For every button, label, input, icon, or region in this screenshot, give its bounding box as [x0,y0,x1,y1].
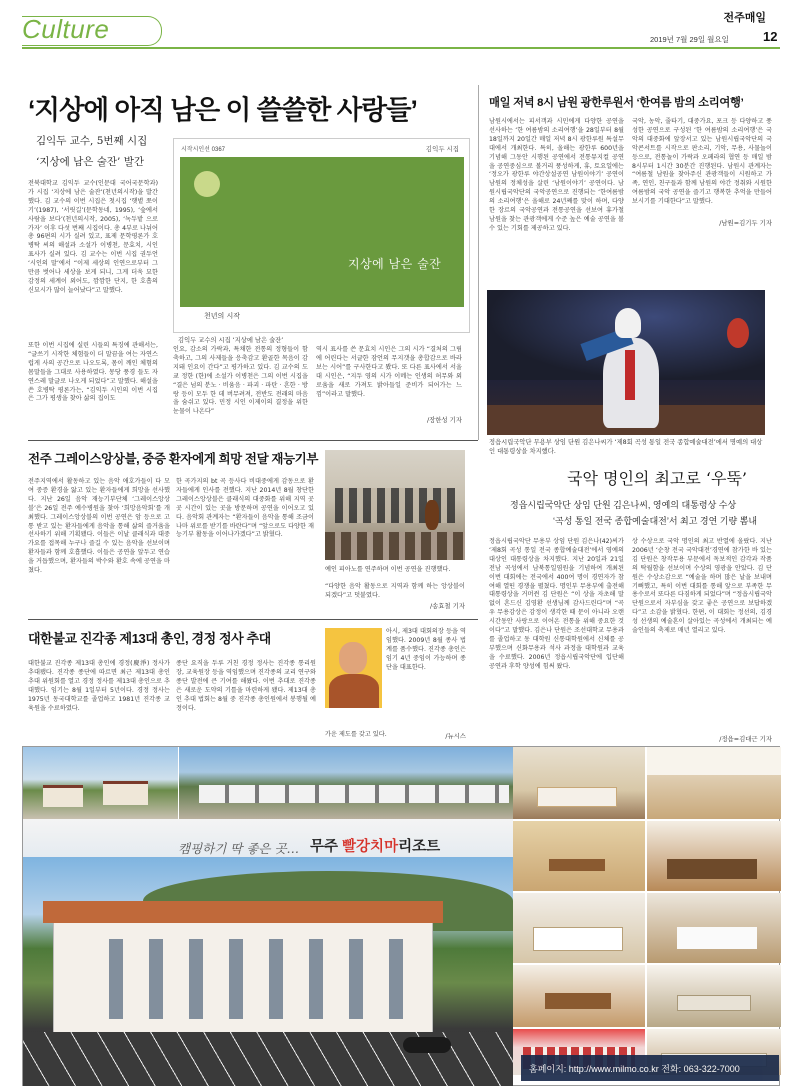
moon-emblem [194,171,220,197]
summer-headline: 매일 저녁 8시 남원 광한루원서 ‘한여름 밤의 소리여행’ [489,97,744,109]
ad-photo-cabin [647,821,781,891]
interior-bed-1 [537,787,617,807]
row-rule-1 [28,440,478,441]
dining-table [545,993,611,1009]
parked-car [403,1037,451,1053]
grace-byline: /송효철 기자 [429,602,465,610]
buddhist-body-col2: 종단 요직을 두루 거친 경정 정사는 진각종 통리원장, 교육원장 등을 역임했으며 진각종의 교리 연구와 종단 발전에 큰 기여를 해왔다. 이번 추대로 진각종은 새로운 도약의 기틀을 마련하게 됐다. 제13대 총인 추대 법회는 8월 중 진각종 총인원에서 봉행될 예정이다. [176,660,316,712]
section-title: Culture [22,14,110,44]
grace-headline: 전주 그레이스앙상블, 중증 환자에게 희망 전달 재능기부 [28,452,319,466]
page-number: 12 [763,29,778,44]
poetry-caption: 김익두 교수의 시집 ‘지상에 남은 술잔’ [178,337,284,344]
stage-flag [727,318,749,348]
ad-brand-red: 빨강치마 [342,839,399,855]
monk-portrait [325,628,382,708]
dancer-photo [487,290,765,435]
ad-contact-bar[interactable] [521,1055,779,1081]
interior-wall [647,747,781,775]
book-cover [173,138,470,333]
column-divider [478,85,479,440]
ad-photo-bedroom [513,893,645,963]
cello [425,500,439,530]
ad-photo-dining [513,965,645,1027]
masthead [0,0,786,52]
resort-ad[interactable] [22,746,780,1086]
poetry-body-col2: 인요, 감소의 가락과, 특채한 전통의 정형들이 함축하고, 그의 사제들을 응축감고 환골한 목음이 감지돼 인요이 간다”고 평가하고 있다. 김 교수의 도쿄 정한 (한)에 소설가 이병천은 그의 이번 시집을 “결은 넘의 분노 · 비움음 · 파괴 · 파탄 · 흔한 · 방랑 등이 모두 한 데 버무려져, 전반도 전래의 마음을 숨쉬고 있다. 민정 시인 이제이의 결정을 위한 눈물이 나온다” [173,346,308,416]
summer-byline: /남원=김기두 기자 [719,219,772,227]
tent-2 [103,781,148,805]
masthead-rule [22,47,780,49]
ensemble-audience [325,532,465,560]
dancer-sash [625,350,635,400]
poetry-byline: /장한성 기자 [426,416,462,424]
ensemble-photo [325,450,465,560]
poetry-body-col1: 전북대학교 김익두 교수(인문대 국어국문학과)가 시집 ‘지상에 남은 술잔’(천년의시작)을 발간했다. 김 교수의 이번 시집은 첫시집 ‘햇볕 쪼이기’(1987), ‘서릿길’(문학동네, 1995), ‘숲에서 사람을 보다’(천년의시작, 2005), ‘녹두밭 으로 가자’ 이후 다섯 번째 시집이다. 총 4부로 나뉘어 총 96편의 시가 실려 있고, 표제 문학평론가 호병탁 씨의 해설과 소설가 이병천, 문효치, 시인 표사가 실려 있다. 김 교수는 이번 시집 권두언 ‘시인의 말’에서 “이제 세상의 인연으로부터 그만큼 벗어나 세상을 보게 되니, 그게 더욱 묘한 감정의 세계이 외어도, 깜깜한 단지, 한 호흡의 신묘시가 많이 늘어났다”고 말했다. [28,180,158,294]
master-subhead-2: ‘곡성 통일 전국 종합예술대전’서 최고 경연 기량 뽐내 [553,516,758,526]
book-publisher-logo: 천년의 시작 [204,312,241,320]
buddhist-headline: 대한불교 진각종 제13대 총인, 경정 정사 추대 [28,631,271,646]
master-headline: 국악 명인의 최고로 ‘우뚝’ [567,469,747,488]
cabin-furniture [667,859,757,879]
ad-photo-room [647,893,781,963]
ad-slogan: 캠핑하기 딱 좋은 곳… [178,841,300,856]
buddhist-body-col3: 아시, 제3대 대회의장 등을 역임했다. 2009년 8월 종사 법계를 품수했다. 진각종 총인은 임기 4년 중임이 가능하며 종단을 대표한다. [386,628,466,671]
book-title: 지상에 남은 술잔 [348,257,442,271]
monk-face [339,642,367,674]
dancer-hood [615,308,641,338]
summer-body-col1: 남원시에서는 피서객과 시민에게 다양한 공연을 선사하는 ‘한 여름밤의 소리여행’을 28일부터 8월 18일까지 20일간 매일 저녁 8시 광한루원 특설무대에서 개최한다. 특히, 올해는 광한루 600년을 기념해 그동안 시행된 공연에서 전통뮤지컬 공연을 공연중심으로 볼거리 풍성하게, 휴, 토요일에는 ‘정오가 광한루 야간상설공연 남원이야기’ 공연이 남원의 정체성을 살린 ‘남원이야기’ 공연이다. 남원시립국악단의 국악공연으로 진행되는 ‘한여름밤의 소리여행’은 올해로 24년째를 맞이 하며, 다양한 장르의 국악공연과 전통공연을 선보여 휴가철 남원을 찾는 관광객에게 수준 높은 예술 공연을 볼 수 있는 기회를 제공하고 있다. [489,118,624,232]
poetry-body-col1b: 또한 이번 시집에 실린 시들의 특징에 관해서는, “글쓰기 시작한 체험들이 더 말끔을 여는 자연스럽게 사의 공간으로 나오도록, 몸이 깨인 체험의 몸말들을 그대로 사용하였다. 몽당 풍경 들도 자연스레 말글로 나오게 되었다”고 말했다. 해설을 쓴 호병탁 평론가는, “김익두 시인의 이번 시집은 그가 평생을 찾아 삶의 집이도 [28,342,158,403]
master-caption: 정읍시립국악단 무용부 상임 단원 김은나씨가 ‘제8회 곡성 통일 전국 종합예술대전’에서 명예의 대상인 대통령상을 차지했다. [489,439,763,455]
room-bed [677,927,757,949]
ad-brand [310,835,440,856]
patio-table [549,859,605,871]
resort-roof [43,901,443,923]
row-rule-2 [28,619,478,620]
poetry-headline: ‘지상에 아직 남은 이 쓸쓸한 사랑들’ [28,95,417,125]
caravan-row [199,785,509,803]
bed [533,927,623,951]
poetry-body-col3: 역시 표사를 쓴 문효치 시인은 그의 시가 “결처의 그림에 어린다는 서글한 잠언의 무지갯을 총합감으로 바라보는 시어”를 구사한다고 봤다. 또 다른 표사에서 서울대 시인은, “지두 영의 시가 이메는 인생의 허무와 외로움을 새로 가져도 밝아들일 준비가 되어가는 느낌”이라고 말했다. [316,346,462,398]
ad-photo-caravans [179,747,519,819]
grace-body-col3b: “다양한 음악 활동으로 지역과 함께 하는 앙상블이 되겠다”고 덧붙였다. [325,583,465,599]
issue-date: 2019년 7월 29일 월요일 [650,35,729,44]
ad-photo-living [647,965,781,1027]
buddhist-body-col2b: 가운 제도를 갖고 있다. [325,731,387,738]
poetry-subhead-1: 김익두 교수, 5번째 시집 [36,135,148,147]
poetry-subhead-2: ‘지상에 남은 술잔’ 발간 [36,156,144,168]
paper-name: 전주매일 [723,12,766,24]
ad-brand-prefix: 무주 [310,839,339,855]
buddhist-body-col1: 대한불교 진각종 제13대 총인에 경정(慶淨) 정사가 추대됐다. 진각종 종단에 따르면 최근 제13대 총인 추대 위원회를 열고 경정 정사를 제13대 총인으로 추대했다. 임기는 8월 1일부터 5년이다. 경정 정사는 1975년 동국대학교를 졸업하고 1981년 진각종 교육원을 수료하였다. [28,660,170,712]
master-subhead-1: 정읍시립국악단 상임 단원 김은나씨, 영예의 대통령상 수상 [510,500,737,510]
ad-contact: 홈페이지: http://www.milmo.co.kr 전화: 063-322-7000 [529,1064,740,1074]
living-sofa [677,995,751,1011]
ad-photo-patio [513,821,645,891]
master-byline: /정읍=김대근 기자 [719,735,772,743]
monk-robe [329,674,379,708]
ad-photo-campsite [23,747,178,819]
ad-brand-suffix: 리조트 [398,839,441,855]
master-body-col2: 상 수상으로 국악 명인의 최고 반열에 올랐다. 지난 2006년 ‘순창 전국 국악대전’경연에 참가한 바 있는 김 단원은 창작무용 부문에서 독보적인 감각과 작품의 탁월함을 선보이며 수상의 영광을 안았다. 김 단원은 수상소감으로 “예술을 하며 많은 날을 보내며 기뻐했고, 특히 이번 대회를 통해 앞으로 부족한 무용수로서 또다른 다짐하게 되었다”며 “정읍시립국악단원으로서 자부심을 갖고 좋은 공연으로 보답하겠다”고 소감을 밝혔다. 한편, 이 대회는 정선의, 김경성 선생의 예술혼이 살아있는 곡성에서 개최되는 예술인들의 축제로 매년 열리고 있다. [632,538,772,635]
book-series: 시작시인선 0367 [181,147,225,153]
master-body-col1: 정읍시립국악단 무용부 상임 단원 김은나(42)씨가 ‘제8회 곡성 통일 전국 종합예술대전’에서 영예의 대상인 대통령상을 차지했다. 지난 20일과 21일 전남 곡성에서 남북통일염원을 기념하여 개최된 이번 대회에는 전국에서 400여 명이 경연자가 참여해 열띤 경쟁을 펼쳤다. 명인부 무용부에 출전해 대통령상을 거머쥔 김 단원은 “이 상을 자초해 말 없이 흔드신 김영환 선생님께 감사드린다”며 “곡우 무용감상은 감정이 생각한 때 문이 아니라 오랜 시간동안 사랑으로 이어온 전통을 위해 중요한 것이다”고 말했다. 김은나 단원은 조선대학교 무용과를 졸업하고 동 대학원 신통대학원에서 신체를 공부했으며 신화무용과 석사 과정을 대학원과 교육을 수료했다. 2006년 정읍시립국악단에 입단해 공연과 후학 양성에 힘써 왔다. [489,538,624,670]
summer-body-col2: 국악, 농악, 줄타기, 대중가요, 포크 등 다양하고 풍성한 공연으로 구성된 ‘한 여름밤의 소리여행’은 국악의 대중화에 앞장서고 있는 남원시립국악단의 국악콘서트를 시작으로 판소리, 기악, 무용, 사물놀이 등으로, 전통놀이 가락과 오페라의 협연 등 매일 밤 8시부터 1시간 30분간 진행된다. 남원시 관계자는 “여름철 남원을 찾아주신 관광객들이 시원하고 가족, 연인, 친구들과 함께 남원의 야간 정취와 시원한 여름밤의 국악 공연을 즐기고 행복한 추억을 만들어 보시기를 기대한다”고 말했다. [632,118,772,206]
book-author: 김익두 시집 [425,146,459,153]
resort-windows [83,939,403,1019]
ad-photo-interior-1 [513,747,645,819]
book-cover-panel [180,157,464,307]
tent-1 [43,785,83,807]
ad-photo-resort [23,857,513,1086]
buddhist-byline: /뉴시스 [445,732,466,740]
grace-body-col1: 전주지역에서 활동하고 있는 음악 애호가들이 다 모여 중증 환경을 앓고 있는 환자들에게 희망을 선사했다. 지난 26일 음악 재능기부단체 ‘그레이스앙상블’은 26일 전주 예수병원을 찾아 ‘희망음악회’를 개최했다. 그레이스앙상블의 이번 공연은 암 등으로 고통 받고 있는 환자들에게 음악을 통해 삶의 즐거움을 선사하기 위해 기획됐다. 이들은 이날 클래식과 대중가요를 접목해 누구나 즐길 수 있는 음악을 선보이며 환자들과 함께 호흡했다. 이들은 공연을 앞두고 연습을 거듭했으며, 환자들의 박수와 환호 속에 공연을 마쳤다. [28,478,170,575]
grace-body-col3a: 예인 피아노를 연주하며 이번 공연을 진행했다. [325,566,451,573]
grace-body-col2: 한 곡가지의 bt 곡 등사다 비대중에게 감동으로 환자들에게 인사를 전했다. 지난 2014년 8월 창단한 그레이스앙상블은 클래식의 대중화를 위해 지역 곳곳 시간이 있는 곳을 방문하며 공연을 이어오고 있다. 음악회 관계자는 “환자들이 음악을 통해 조금이나마 위로를 받기를 바란다”며 “앞으로도 다양한 재능기부 활동을 이어나가겠다”고 밝혔다. [176,478,314,539]
ad-photo-interior-2 [647,747,781,819]
